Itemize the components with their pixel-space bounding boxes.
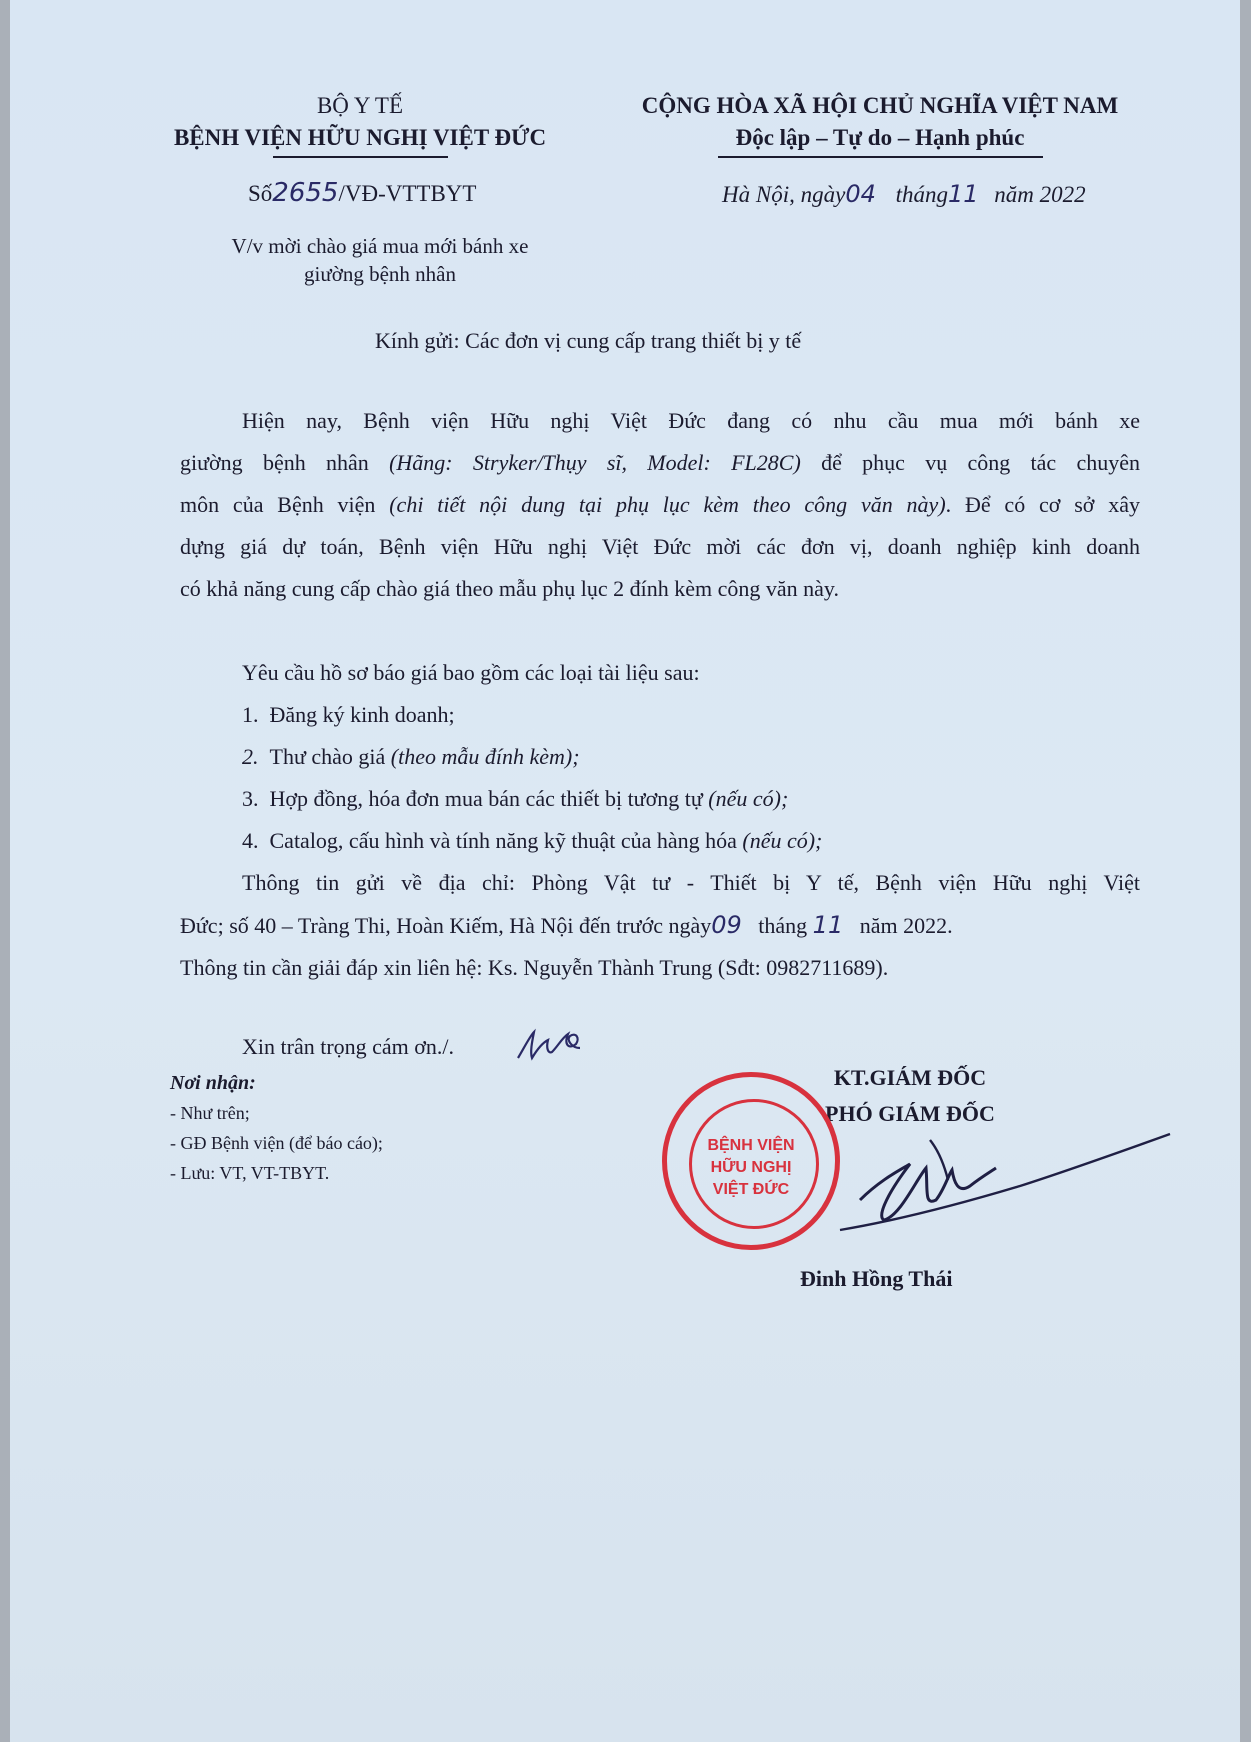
director-signature	[820, 1120, 1180, 1240]
list-item: 1. Đăng ký kinh doanh;	[242, 702, 455, 727]
number-handwritten: 2655	[272, 178, 339, 208]
recipients-title: Nơi nhận:	[170, 1072, 256, 1094]
country-block	[600, 90, 1160, 158]
salutation: Kính gửi: Các đơn vị cung cấp trang thiết bị y tế	[375, 328, 802, 353]
signature-role-2: PHÓ GIÁM ĐỐC	[825, 1101, 995, 1126]
list-item: 4. Catalog, cấu hình và tính năng kỹ thuật của hàng hóa (nếu có);	[242, 828, 823, 853]
hospital-stamp: BỆNH VIỆN HỮU NGHỊ VIỆT ĐỨC	[662, 1072, 840, 1250]
national-motto: Độc lập – Tự do – Hạnh phúc	[735, 125, 1025, 150]
country-name: CỘNG HÒA XÃ HỘI CHỦ NGHĨA VIỆT NAM	[641, 93, 1119, 118]
signature-role-1: KT.GIÁM ĐỐC	[833, 1065, 987, 1090]
date-day-handwritten: 04	[845, 180, 876, 208]
deadline-day-handwritten: 09	[711, 911, 742, 939]
ministry-name: BỘ Y TẾ	[316, 93, 404, 118]
list-item: 2. Thư chào giá (theo mẫu đính kèm);	[242, 744, 580, 769]
deadline-month-handwritten: 11	[812, 911, 844, 939]
paragraph-contact: Thông tin gửi về địa chỉ: Phòng Vật tư - Thiết bị Y tế, Bệnh viện Hữu nghị Việt Đức; số 40 – Tràng Thi, Hoàn Kiếm, Hà Nội đến trước ngày09 tháng 11 năm 2022. Thông tin cần giải đáp xin liên hệ: Ks. Nguyễn Thành Trung (Sđt: 0982711689).	[180, 870, 1140, 980]
list-item: 3. Hợp đồng, hóa đơn mua bán các thiết bị tương tự (nếu có);	[242, 786, 789, 811]
list-item: - Như trên;	[170, 1103, 250, 1123]
signer-name: Đinh Hồng Thái	[800, 1266, 953, 1291]
document-number: Số2655/VĐ-VTTBYT	[248, 178, 477, 208]
header-divider-right	[718, 154, 1043, 158]
document-date: Hà Nội, ngày04 tháng11 năm 2022	[722, 180, 1086, 208]
requirements-list	[242, 694, 822, 862]
hospital-name: BỆNH VIỆN HỮU NGHỊ VIỆT ĐỨC	[173, 125, 547, 150]
issuer-block	[130, 90, 590, 158]
paragraph-intro: Hiện nay, Bệnh viện Hữu nghị Việt Đức đang có nhu cầu mua mới bánh xe giường bệnh nhân (Hãng: Stryker/Thụy sĩ, Model: FL28C) để phục vụ công tác chuyên môn của Bệnh viện (chi tiết nội dung tại phụ lục kèm theo công văn này). Để có cơ sở xây dựng giá dự toán, Bệnh viện Hữu nghị Việt Đức mời các đơn vị, doanh nghiệp kinh doanh có khả năng cung cấp chào giá theo mẫu phụ lục 2 đính kèm công văn này.	[180, 408, 1140, 601]
list-item: - Lưu: VT, VT-TBYT.	[170, 1163, 330, 1183]
recipients-block	[170, 1068, 383, 1188]
subject: V/v mời chào giá mua mới bánh xe giường bệnh nhân	[231, 234, 529, 286]
closing-thanks: Xin trân trọng cám ơn./.	[242, 1034, 455, 1059]
paragraph-requirements: Yêu cầu hồ sơ báo giá bao gồm các loại tài liệu sau:	[242, 660, 700, 685]
list-item: - GĐ Bệnh viện (để báo cáo);	[170, 1133, 383, 1153]
document-page	[10, 0, 1240, 1742]
header-divider-left	[273, 154, 448, 158]
initials-signature	[510, 1018, 590, 1068]
date-month-handwritten: 11	[948, 180, 979, 208]
